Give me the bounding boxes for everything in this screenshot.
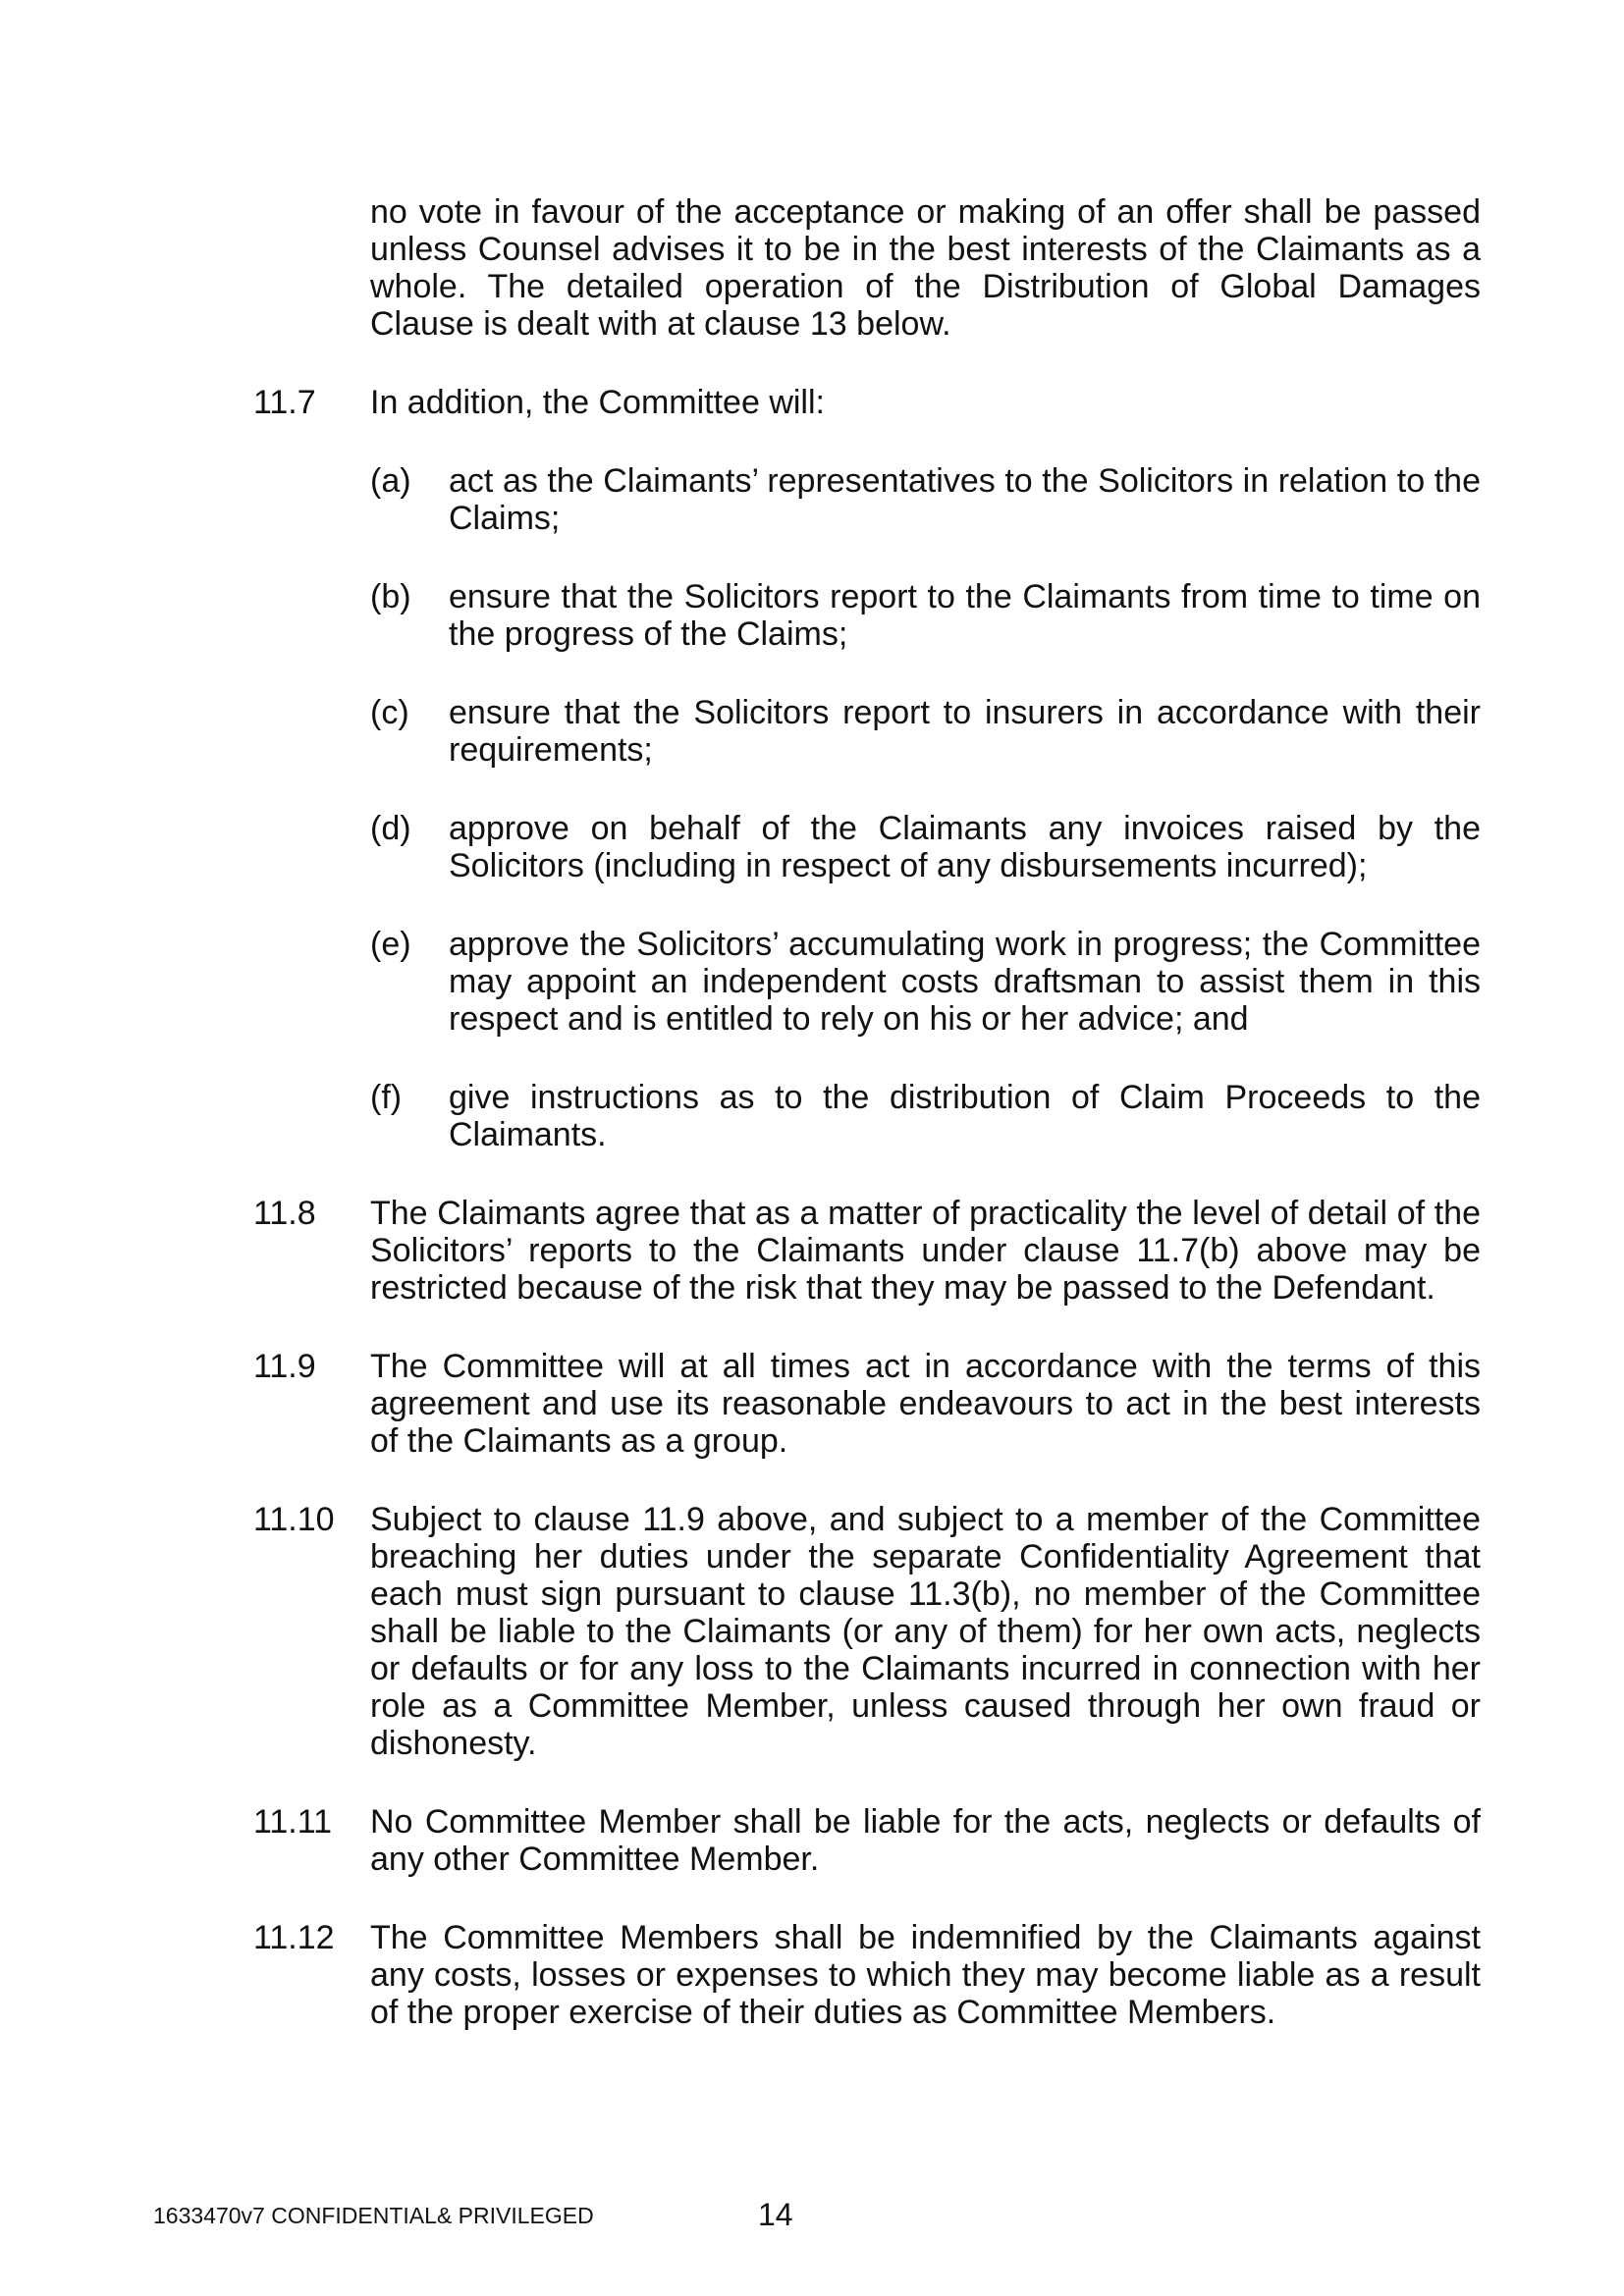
item-text: ensure that the Solicitors report to the Claimants from time to time on the progress of the Claims; (449, 578, 1481, 653)
clause-11-7 (0, 384, 1624, 421)
item-label: (f) (370, 1079, 403, 1116)
clause-11-11 (0, 1803, 1624, 1878)
clause-text: No Committee Member shall be liable for the acts, neglects or defaults of any other Committee Member. (370, 1803, 1481, 1878)
item-text: act as the Claimants’ representatives to the Solicitors in relation to the Claims; (449, 462, 1481, 537)
footer-page-number: 14 (758, 2197, 793, 2232)
clause-text: The Committee will at all times act in accordance with the terms of this agreement and use its reasonable endeavours to act in the best interests of the Claimants as a group. (370, 1348, 1481, 1460)
clause-11-12 (0, 1919, 1624, 2031)
clause-number: 11.8 (253, 1195, 316, 1232)
item-label: (c) (370, 694, 409, 731)
continuation-paragraph (0, 193, 1624, 343)
item-label: (b) (370, 578, 411, 615)
clause-11-9 (0, 1348, 1624, 1460)
item-text: give instructions as to the distribution of Claim Proceeds to the Claimants. (449, 1079, 1481, 1153)
item-label: (d) (370, 810, 411, 847)
clause-11-8 (0, 1195, 1624, 1307)
clause-11-7-item-e (0, 926, 1624, 1038)
clause-number: 11.12 (253, 1919, 335, 1956)
clause-11-7-item-c (0, 694, 1624, 769)
clause-text: In addition, the Committee will: (370, 384, 825, 421)
clause-11-7-item-f (0, 1079, 1624, 1153)
clause-number: 11.9 (253, 1348, 316, 1385)
document-body (0, 193, 1624, 2072)
item-text: approve the Solicitors’ accumulating work in progress; the Committee may appoint an independent costs draftsman to assist them in this respect and is entitled to rely on his or her advice; and (449, 926, 1481, 1038)
clause-11-7-item-a (0, 462, 1624, 537)
item-label: (e) (370, 926, 411, 963)
clause-11-7-item-d (0, 810, 1624, 884)
clause-text: The Committee Members shall be indemnified by the Claimants against any costs, losses or expenses to which they may become liable as a result of the proper exercise of their duties as Committee Members. (370, 1919, 1481, 2031)
clause-text: The Claimants agree that as a matter of practicality the level of detail of the Solicitors’ reports to the Claimants under clause 11.7(b) above may be restricted because of the risk that they may be passed to the Defendant. (370, 1195, 1481, 1307)
clause-text: Subject to clause 11.9 above, and subject to a member of the Committee breaching her duties under the separate Confidentiality Agreement that each must sign pursuant to clause 11.3(b), no member of the Committee shall be liable to the Claimants (or any of them) for her own acts, neglects or defaults or for any loss to the Claimants incurred in connection with her role as a Committee Member, unless caused through her own fraud or dishonesty. (370, 1501, 1481, 1762)
clause-number: 11.11 (253, 1803, 333, 1841)
clause-number: 11.10 (253, 1501, 335, 1538)
clause-number: 11.7 (253, 384, 316, 421)
item-text: ensure that the Solicitors report to insurers in accordance with their requirements; (449, 694, 1481, 769)
clause-11-10 (0, 1501, 1624, 1762)
clause-11-7-item-b (0, 578, 1624, 653)
continuation-text: no vote in favour of the acceptance or making of an offer shall be passed unless Counsel advises it to be in the best interests of the Claimants as a whole. The detailed operation of the Distribution of Global Damages Clause is dealt with at clause 13 below. (370, 193, 1481, 343)
item-label: (a) (370, 462, 411, 500)
item-text: approve on behalf of the Claimants any invoices raised by the Solicitors (including in respect of any disbursements incurred); (449, 810, 1481, 884)
footer-document-reference: 1633470v7 CONFIDENTIAL& PRIVILEGED (153, 2203, 594, 2228)
